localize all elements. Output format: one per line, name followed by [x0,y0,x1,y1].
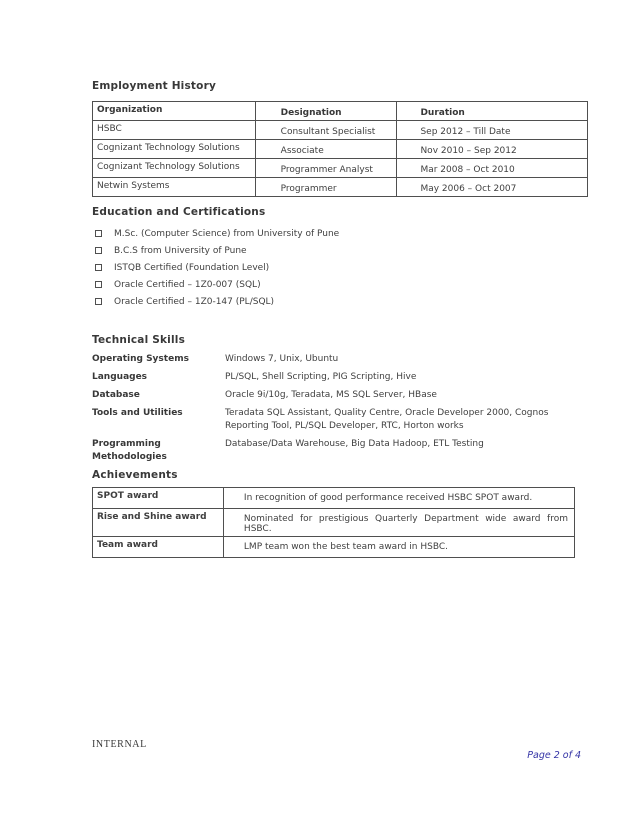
table-row [93,159,588,178]
skill-label: Tools and Utilities [92,408,183,418]
duration-cell: May 2006 – Oct 2007 [397,178,588,197]
technical-skills-section [92,334,588,464]
designation-cell: Associate [255,140,397,159]
skill-row [92,407,588,433]
organization-cell: HSBC [93,121,256,140]
table-row [93,488,575,509]
skill-label: Languages [92,372,148,382]
column-header-designation: Designation [255,102,397,121]
achievements-table [92,487,575,558]
page-content [92,80,588,558]
employment-history-table [92,101,588,197]
education-item-text: B.C.S from University of Pune [114,245,247,256]
education-item-text: Oracle Certified – 1Z0-147 (PL/SQL) [114,296,275,307]
organization-cell: Cognizant Technology Solutions [93,159,256,178]
skill-row [92,371,588,384]
list-item [92,225,588,242]
table-row [93,509,575,537]
skill-row [92,389,588,402]
table-header-row [93,102,588,121]
employment-history-section [92,80,588,197]
organization-cell: Cognizant Technology Solutions [93,140,256,159]
achievements-section [92,469,588,558]
award-name-cell: Rise and Shine award [93,509,224,537]
designation-cell: Programmer [255,178,397,197]
square-bullet-icon [95,298,102,305]
column-header-duration: Duration [397,102,588,121]
designation-cell: Consultant Specialist [255,121,397,140]
table-row [93,121,588,140]
table-row [93,537,575,558]
table-row [93,140,588,159]
education-certifications-section [92,206,588,310]
award-description-cell: In recognition of good performance received HSBC SPOT award. [223,488,574,509]
award-description-cell: Nominated for prestigious Quarterly Department wide award from HSBC. [223,509,574,537]
skill-value: Database/Data Warehouse, Big Data Hadoop, ETL Testing [225,439,484,449]
classification-label: INTERNAL [92,739,147,750]
technical-skills-title: Technical Skills [92,334,186,346]
square-bullet-icon [95,230,102,237]
designation-cell: Programmer Analyst [255,159,397,178]
achievements-title: Achievements [92,469,178,481]
skill-row [92,353,588,366]
award-name-cell: SPOT award [93,488,224,509]
square-bullet-icon [95,247,102,254]
list-item [92,276,588,293]
list-item [92,259,588,276]
duration-cell: Mar 2008 – Oct 2010 [397,159,588,178]
list-item [92,242,588,259]
skill-label: Programming Methodologies [92,439,167,462]
skill-value: PL/SQL, Shell Scripting, PIG Scripting, Hive [225,372,417,382]
skill-label: Operating Systems [92,354,189,364]
table-row [93,178,588,197]
duration-cell: Sep 2012 – Till Date [397,121,588,140]
education-item-text: Oracle Certified – 1Z0-007 (SQL) [114,279,261,290]
duration-cell: Nov 2010 – Sep 2012 [397,140,588,159]
skills-rows [92,353,588,464]
skill-label: Database [92,390,140,400]
education-list [92,225,588,310]
square-bullet-icon [95,281,102,288]
page-number: Page 2 of 4 [527,750,581,761]
skill-row [92,438,588,464]
skill-value: Teradata SQL Assistant, Quality Centre, Oracle Developer 2000, Cognos Reporting Tool, PL/SQL Developer, RTC, Horton works [225,408,549,431]
education-item-text: M.Sc. (Computer Science) from University of Pune [114,228,340,239]
award-name-cell: Team award [93,537,224,558]
skill-value: Oracle 9i/10g, Teradata, MS SQL Server, HBase [225,390,437,400]
education-item-text: ISTQB Certified (Foundation Level) [114,262,270,273]
list-item [92,293,588,310]
employment-history-title: Employment History [92,80,216,92]
square-bullet-icon [95,264,102,271]
column-header-organization: Organization [93,102,256,121]
skill-value: Windows 7, Unix, Ubuntu [225,354,339,364]
award-description-cell: LMP team won the best team award in HSBC. [223,537,574,558]
education-certifications-title: Education and Certifications [92,206,266,218]
organization-cell: Netwin Systems [93,178,256,197]
